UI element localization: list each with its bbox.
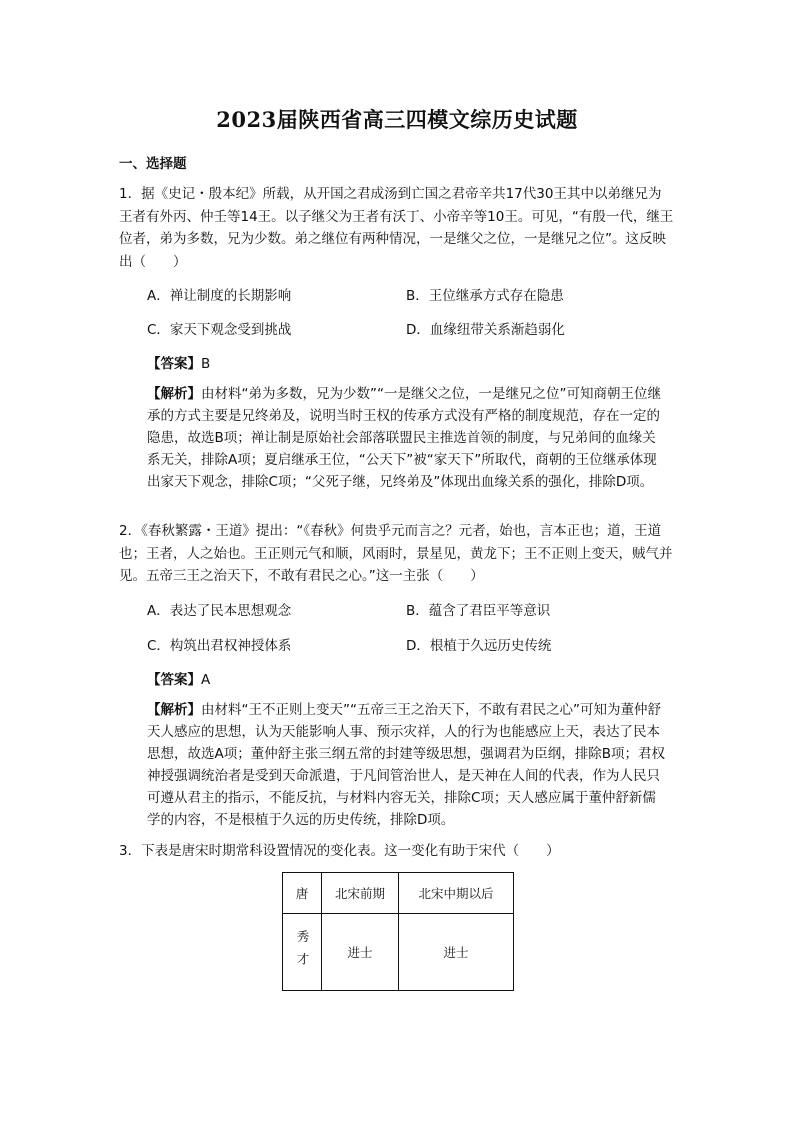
q1-answer-value: B [201,356,211,372]
q2-answer [147,668,210,688]
q2-option-a: A．表达了民本思想观念 [147,603,292,619]
question-2-text: 2．《春秋繁露・王道》提出：“《春秋》何贵乎元而言之？元者，始也，言本正也；道，王道也；王者，人之始也。王正则元气和顺，风雨时，景星见，黄龙下；王不正则上变天，贼气并见。五帝三王之治天下，不敢有君民之心。”这一主张（ ） [119,523,673,584]
exam-table [282,872,514,991]
q2-explanation [147,699,667,831]
q1-answer-label: 【答案】 [147,356,201,372]
q1-option-a: A．禅让制度的长期影响 [147,288,292,304]
document-title: 2023届陕西省高三四模文综历史试题 [216,107,578,132]
table-header-cell: 北宋中期以后 [399,873,514,914]
question-1-text: 1．据《史记・殷本纪》所载，从开国之君成汤到亡国之君帝辛共17代30王其中以弟继兄为王者有外丙、仲壬等14王。以子继父为王者有沃丁、小帝辛等10王。可见，“有殷一代，继王位者，弟为多数，兄为少数。弟之继位有两种情况，一是继父之位，一是继兄之位”。这反映出（ ） [119,186,674,270]
q1-explain-label: 【解析】 [147,386,201,402]
q1-explain-text: 由材料“弟为多数，兄为少数”“一是继父之位，一是继兄之位”可知商朝王位继承的方式主要是兄终弟及，说明当时王权的传承方式没有严格的制度规范，存在一定的隐患，故选B项；禅让制是原始社会部落联盟民主推选首领的制度，与兄弟间的血缘关系无关，排除A项；夏启继承王位，“公天下”被“家天下”所取代，商朝的王位继承体现出家天下观念，排除C项；“父死子继，兄终弟及”体现出血缘关系的强化，排除D项。 [147,386,661,490]
section-heading: 一、选择题 [119,156,187,172]
q2-explain-label: 【解析】 [147,702,201,718]
q2-answer-value: A [201,672,211,688]
table-header-cell: 唐 [283,873,322,914]
table-cell: 进士 [399,914,514,991]
q2-explain-text: 由材料“王不正则上变天”“五帝三王之治天下，不敢有君民之心”可知为董仲舒天人感应的思想，认为天能影响人事、预示灾祥，人的行为也能感应上天，表达了民本思想，故选A项；董仲舒主张三纲五常的封建等级思想，强调君为臣纲，排除B项；君权神授强调统治者是受到天命派遣，于凡间管治世人，是天神在人间的代表，作为人民只可遵从君主的指示，不能反抗，与材料内容无关，排除C项；天人感应属于董仲舒新儒学的内容，不是根植于久远的历史传统，排除D项。 [147,702,665,828]
q1-option-d: D．血缘纽带关系渐趋弱化 [406,322,565,338]
q2-option-b: B．蕴含了君臣平等意识 [406,603,551,619]
table-row [283,914,514,991]
q1-answer [147,352,210,372]
table-header-row [283,873,514,914]
table-cell: 进士 [322,914,399,991]
q2-answer-label: 【答案】 [147,672,201,688]
table-header-cell: 北宋前期 [322,873,399,914]
table-cell: 秀才 [283,914,322,991]
q2-option-c: C．构筑出君权神授体系 [147,638,292,654]
question-3-text: 3．下表是唐宋时期常科设置情况的变化表。这一变化有助于宋代（ ） [119,843,560,859]
q1-option-b: B．王位继承方式存在隐患 [406,288,564,304]
q1-option-c: C．家天下观念受到挑战 [147,322,292,338]
q2-option-d: D．根植于久远历史传统 [406,638,552,654]
q1-explanation [147,383,667,493]
